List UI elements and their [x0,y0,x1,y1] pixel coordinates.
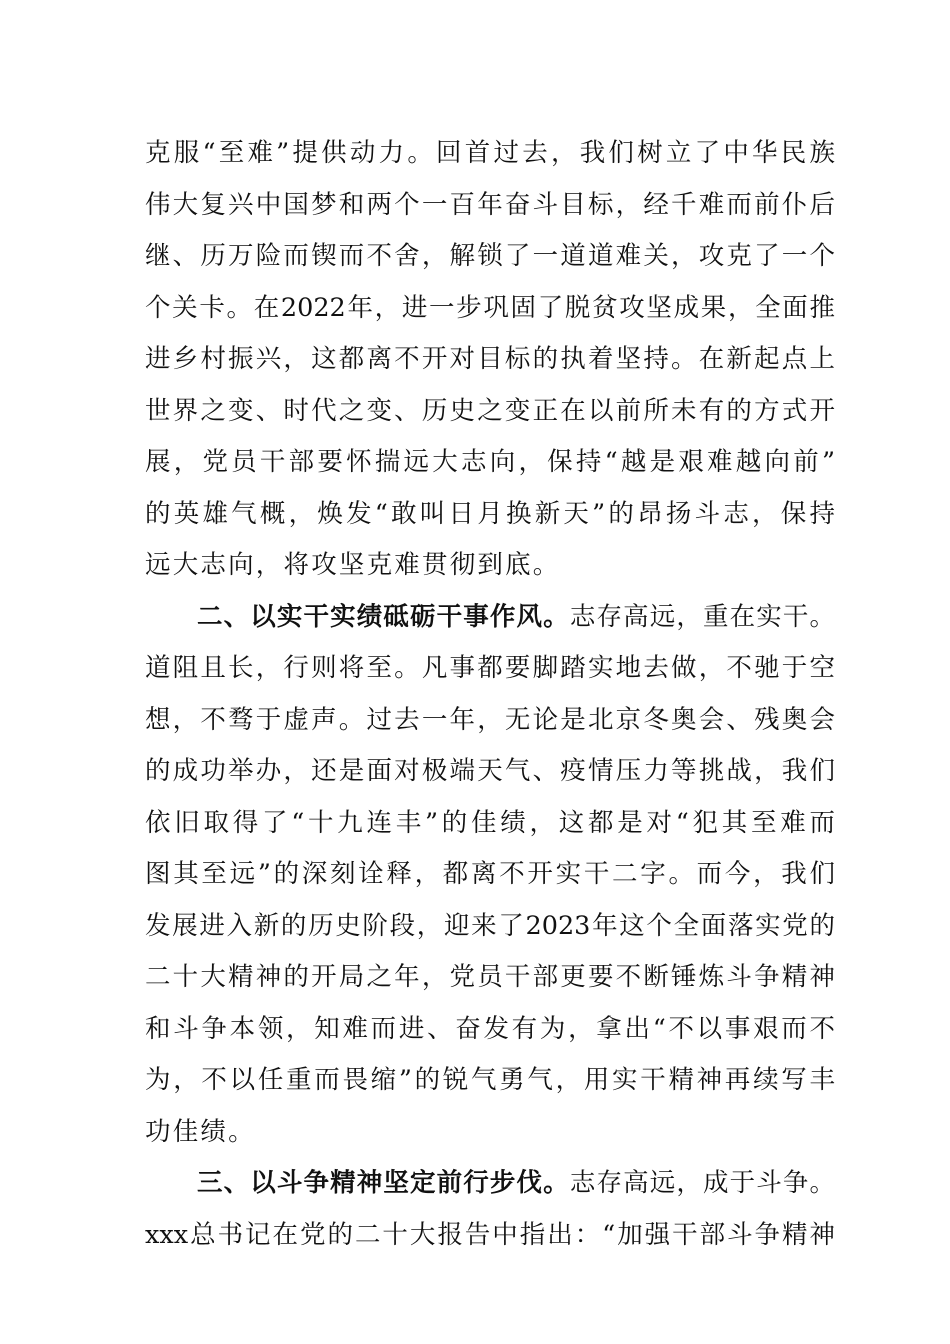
text-line: 发展进入新的历史阶段，迎来了2023年这个全面落实党的 [145,910,835,941]
text-line: 个关卡。在2022年，进一步巩固了脱贫攻坚成果，全面推 [145,292,835,323]
text-line: 的成功举办，还是面对极端天气、疫情压力等挑战，我们 [145,756,835,786]
text-line: 依旧取得了“十九连丰”的佳绩，这都是对“犯其至难而 [145,807,835,838]
text-line: 的英雄气概，焕发“敢叫日月换新天”的昂扬斗志，保持 [145,498,835,529]
text-line: 进乡村振兴，这都离不开对目标的执着坚持。在新起点上 [145,344,835,374]
text-line: 继、历万险而锲而不舍，解锁了一道道难关，攻克了一个 [145,241,835,271]
text-line: 世界之变、时代之变、历史之变正在以前所未有的方式开 [145,395,835,426]
section-3-first-line [145,1158,835,1210]
text-line: 功佳绩。 [145,1116,256,1147]
text-line: xxx总书记在党的二十大报告中指出：“加强干部斗争精神 [145,1219,835,1250]
text-line: 二十大精神的开局之年，党员干部更要不断锤炼斗争精神 [145,962,835,992]
text-line: 伟大复兴中国梦和两个一百年奋斗目标，经千难而前仆后 [145,189,835,220]
text-line: 图其至远”的深刻诠释，都离不开实干二字。而今，我们 [145,859,835,889]
section-2-first-line [145,592,835,644]
section-2-first-text: 志存高远，重在实干。 [569,601,835,632]
section-3-first-text: 志存高远，成于斗争。 [569,1168,835,1198]
text-line: 道阻且长，行则将至。凡事都要脚踏实地去做，不驰于空 [145,653,835,683]
text-line: 克服“至难”提供动力。回首过去，我们树立了中华民族 [145,138,835,168]
section-3-heading: 三、以斗争精神坚定前行步伐。 [197,1168,570,1198]
body-text [145,128,835,1261]
text-line: 展，党员干部要怀揣远大志向，保持“越是艰难越向前” [145,447,835,477]
text-line: 为，不以任重而畏缩”的锐气勇气，用实干精神再续写丰 [145,1065,835,1095]
text-line: 想，不骛于虚声。过去一年，无论是北京冬奥会、残奥会 [145,704,835,735]
text-line: 和斗争本领，知难而进、奋发有为，拿出“不以事艰而不 [145,1013,835,1044]
text-line: 远大志向，将攻坚克难贯彻到底。 [145,550,561,580]
section-2-heading: 二、以实干实绩砥砺干事作风。 [197,601,570,632]
